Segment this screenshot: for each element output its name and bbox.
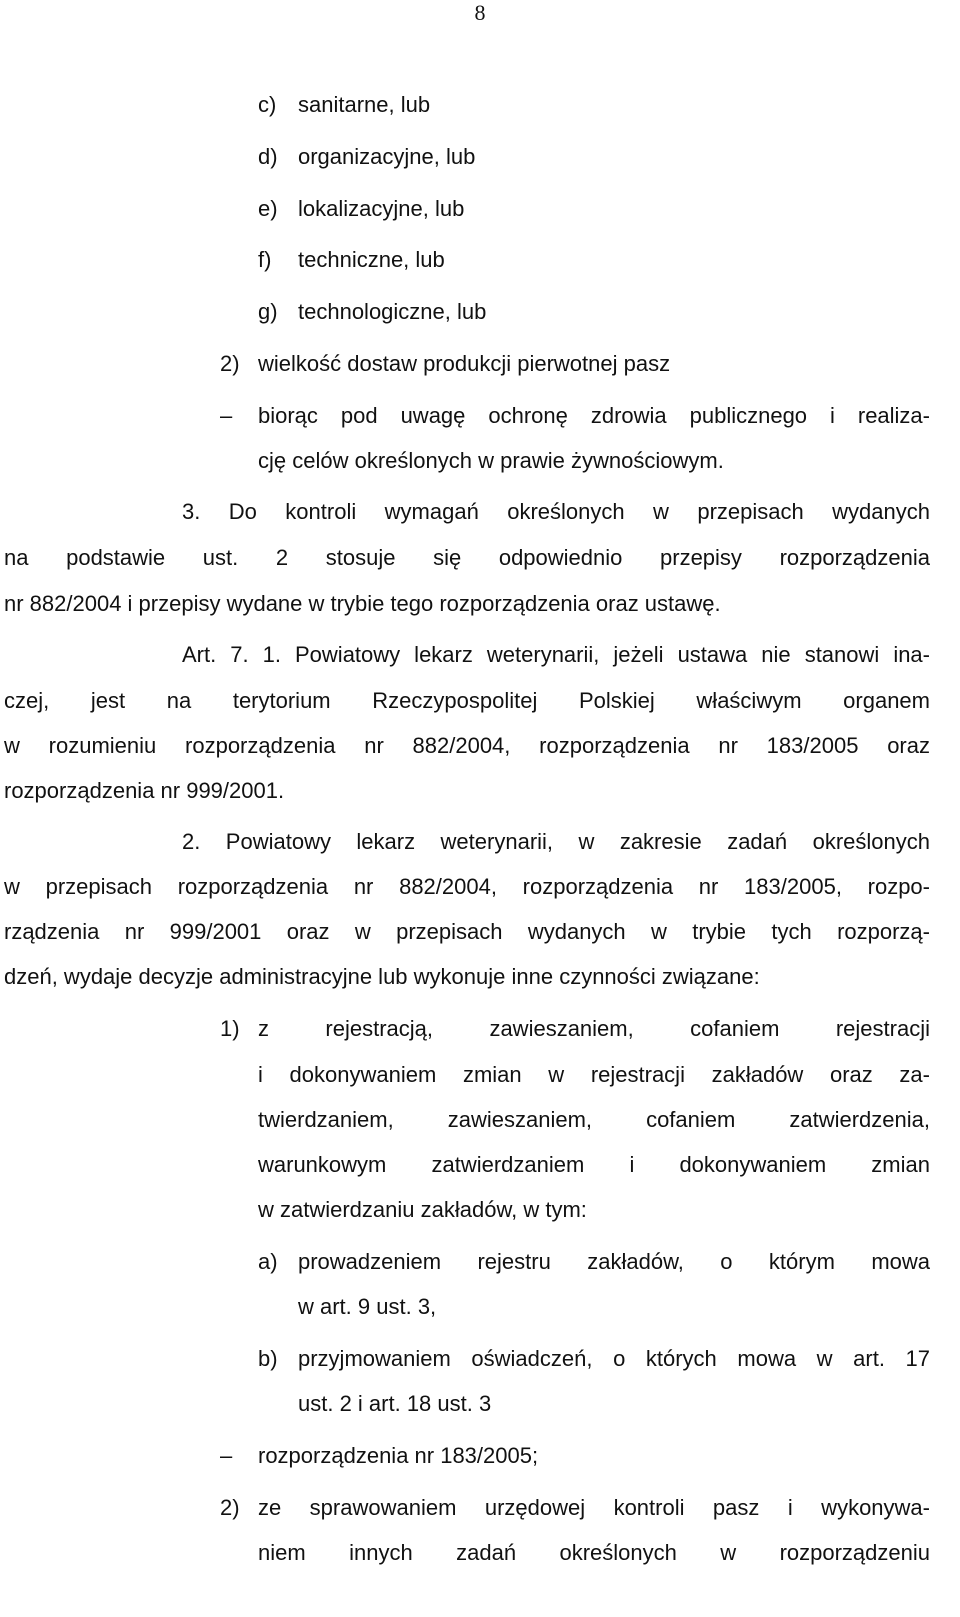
point2-line1: ze sprawowaniem urzędowej kontroli pasz i wykonywa- <box>258 1495 930 1520</box>
point1b-marker: b) <box>258 1346 278 1371</box>
point1-line4: warunkowym zatwierdzaniem i dokonywaniem zmian <box>258 1152 930 1177</box>
point1a-line1: prowadzeniem rejestru zakładów, o którym mowa <box>298 1249 930 1274</box>
p3-line2: na podstawie ust. 2 stosuje się odpowiednio przepisy rozporządzenia <box>4 545 930 570</box>
point1-line3: twierdzaniem, zawieszaniem, cofaniem zatwierdzenia, <box>258 1107 930 1132</box>
point1-line1: z rejestracją, zawieszaniem, cofaniem rejestracji <box>258 1016 930 1041</box>
p3-line1: 3. Do kontroli wymagań określonych w przepisach wydanych <box>182 499 930 524</box>
art7-2-line4: dzeń, wydaje decyzje administracyjne lub wykonuje inne czynności związane: <box>4 964 760 989</box>
list-item-g: technologiczne, lub <box>298 299 487 324</box>
point1a-line2: w art. 9 ust. 3, <box>298 1294 437 1319</box>
art7-line2: czej, jest na terytorium Rzeczypospolitej Polskiej właściwym organem <box>4 688 930 713</box>
page-number: 8 <box>474 0 486 25</box>
list-item-c: sanitarne, lub <box>298 92 431 117</box>
dash-clause-line1: biorąc pod uwagę ochronę zdrowia publicznego i realiza- <box>258 403 930 428</box>
point1-line2: i dokonywaniem zmian w rejestracji zakładów oraz za- <box>258 1062 930 1087</box>
p3-line3: nr 882/2004 i przepisy wydane w trybie tego rozporządzenia oraz ustawę. <box>4 591 721 616</box>
list-item-d: organizacyjne, lub <box>298 144 476 169</box>
list-marker-g: g) <box>258 299 278 324</box>
list-marker-d: d) <box>258 144 278 169</box>
item2-marker: 2) <box>220 351 240 376</box>
art7-2-line3: rządzenia nr 999/2001 oraz w przepisach wydanych w trybie tych rozporzą- <box>4 919 930 944</box>
art7-line4: rozporządzenia nr 999/2001. <box>4 778 285 803</box>
art7-2-line1: 2. Powiatowy lekarz weterynarii, w zakresie zadań określonych <box>182 829 930 854</box>
list-marker-c: c) <box>258 92 277 117</box>
point1a-marker: a) <box>258 1249 278 1274</box>
dash2-text: rozporządzenia nr 183/2005; <box>258 1443 539 1468</box>
item2-text: wielkość dostaw produkcji pierwotnej pasz <box>258 351 671 376</box>
art7-line1: Art. 7. 1. Powiatowy lekarz weterynarii, jeżeli ustawa nie stanowi ina- <box>182 642 930 667</box>
point1-line5: w zatwierdzaniu zakładów, w tym: <box>258 1197 587 1222</box>
point1b-line2: ust. 2 i art. 18 ust. 3 <box>298 1391 492 1416</box>
point1b-line1: przyjmowaniem oświadczeń, o których mowa w art. 17 <box>298 1346 930 1371</box>
dash-clause-line2: cję celów określonych w prawie żywnościowym. <box>258 448 724 473</box>
list-item-e: lokalizacyjne, lub <box>298 196 465 221</box>
list-marker-e: e) <box>258 196 278 221</box>
point1-marker: 1) <box>220 1016 240 1041</box>
art7-line3: w rozumieniu rozporządzenia nr 882/2004, rozporządzenia nr 183/2005 oraz <box>4 733 930 758</box>
art7-2-line2: w przepisach rozporządzenia nr 882/2004, rozporządzenia nr 183/2005, rozpo- <box>4 874 930 899</box>
dash2-marker: – <box>220 1443 233 1468</box>
list-marker-f: f) <box>258 247 272 272</box>
dash-marker: – <box>220 403 233 428</box>
point2-line2: niem innych zadań określonych w rozporządzeniu <box>258 1540 930 1565</box>
point2-marker: 2) <box>220 1495 240 1520</box>
list-item-f: techniczne, lub <box>298 247 445 272</box>
